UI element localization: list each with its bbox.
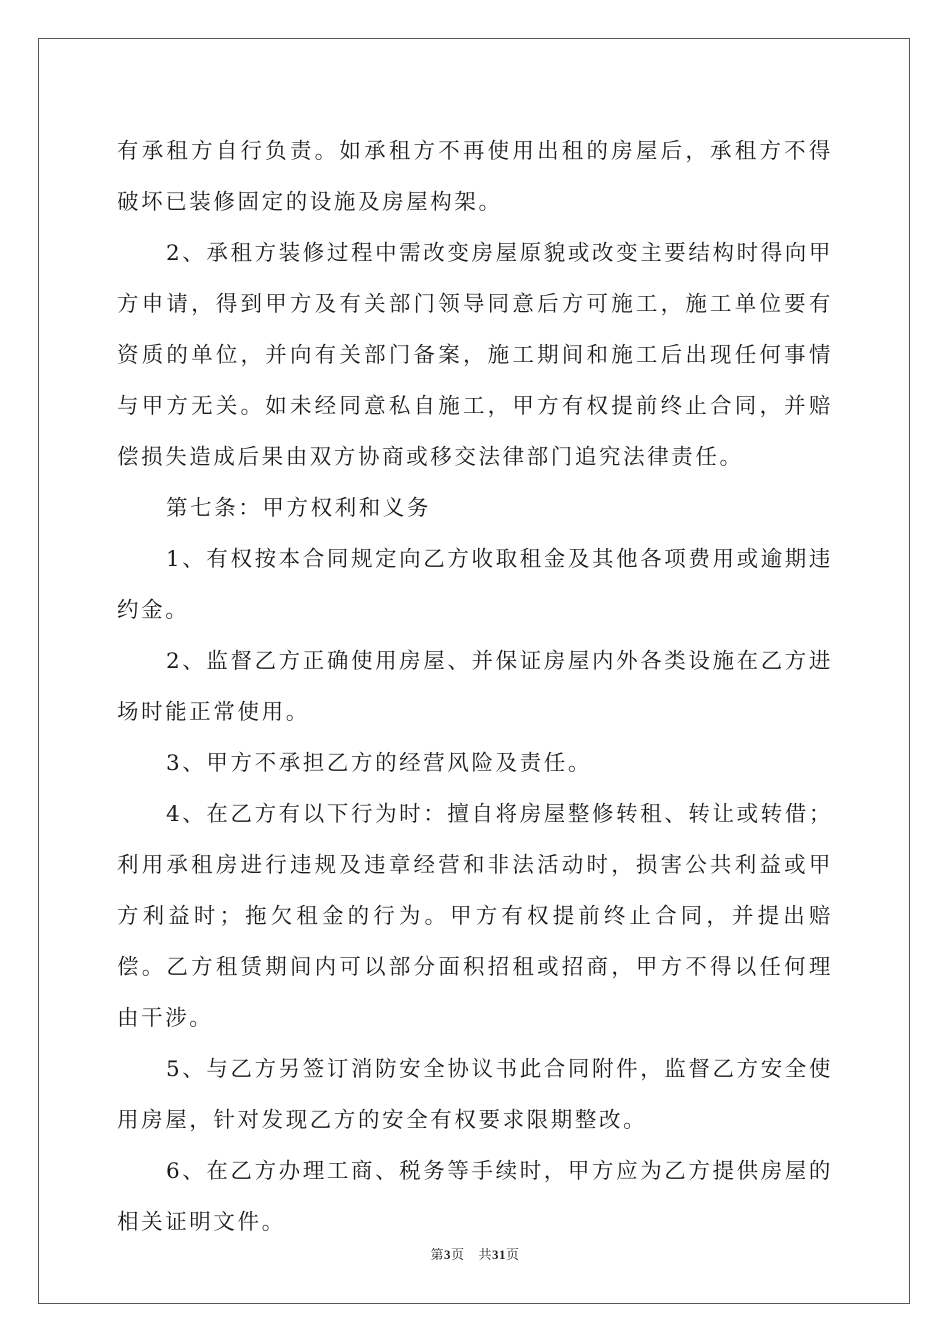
paragraph-right-5: 5、与乙方另签订消防安全协议书此合同附件，监督乙方安全使用房屋，针对发现乙方的安全有权要求限期整改。 bbox=[117, 1057, 833, 1133]
total-pages: 31 bbox=[492, 1247, 507, 1262]
page-suffix: 页 bbox=[450, 1247, 465, 1262]
paragraph-right-4: 4、在乙方有以下行为时：擅自将房屋整修转租、转让或转借；利用承租房进行违规及违章经营和非法活动时，损害公共利益或甲方利益时；拖欠租金的行为。甲方有权提前终止合同，并提出赔偿。乙方租赁期间内可以部分面积招租或招商，甲方不得以任何理由干涉。 bbox=[117, 802, 833, 1031]
paragraph-clause-2-renovation: 2、承租方装修过程中需改变房屋原貌或改变主要结构时得向甲方申请，得到甲方及有关部门领导同意后方可施工，施工单位要有资质的单位，并向有关部门备案，施工期间和施工后出现任何事情与甲方无关。如未经同意私自施工，甲方有权提前终止合同，并赔偿损失造成后果由双方协商或移交法律部门追究法律责任。 bbox=[117, 241, 833, 470]
page-footer bbox=[0, 1244, 950, 1263]
paragraph-right-3: 3、甲方不承担乙方的经营风险及责任。 bbox=[166, 751, 592, 776]
page-number: 3 bbox=[443, 1247, 451, 1262]
document-body bbox=[117, 126, 833, 1248]
paragraph-right-1: 1、有权按本合同规定向乙方收取租金及其他各项费用或逾期违约金。 bbox=[117, 547, 833, 623]
section-heading-article-7: 第七条：甲方权利和义务 bbox=[166, 496, 432, 521]
total-suffix: 页 bbox=[506, 1247, 520, 1262]
total-prefix: 共 bbox=[478, 1247, 493, 1262]
paragraph-right-6: 6、在乙方办理工商、税务等手续时，甲方应为乙方提供房屋的相关证明文件。 bbox=[117, 1159, 833, 1235]
paragraph-right-2: 2、监督乙方正确使用房屋、并保证房屋内外各类设施在乙方进场时能正常使用。 bbox=[117, 649, 833, 725]
page-prefix: 第 bbox=[430, 1247, 444, 1262]
paragraph-continuation: 有承租方自行负责。如承租方不再使用出租的房屋后，承租方不得破坏已装修固定的设施及房屋构架。 bbox=[117, 139, 833, 215]
